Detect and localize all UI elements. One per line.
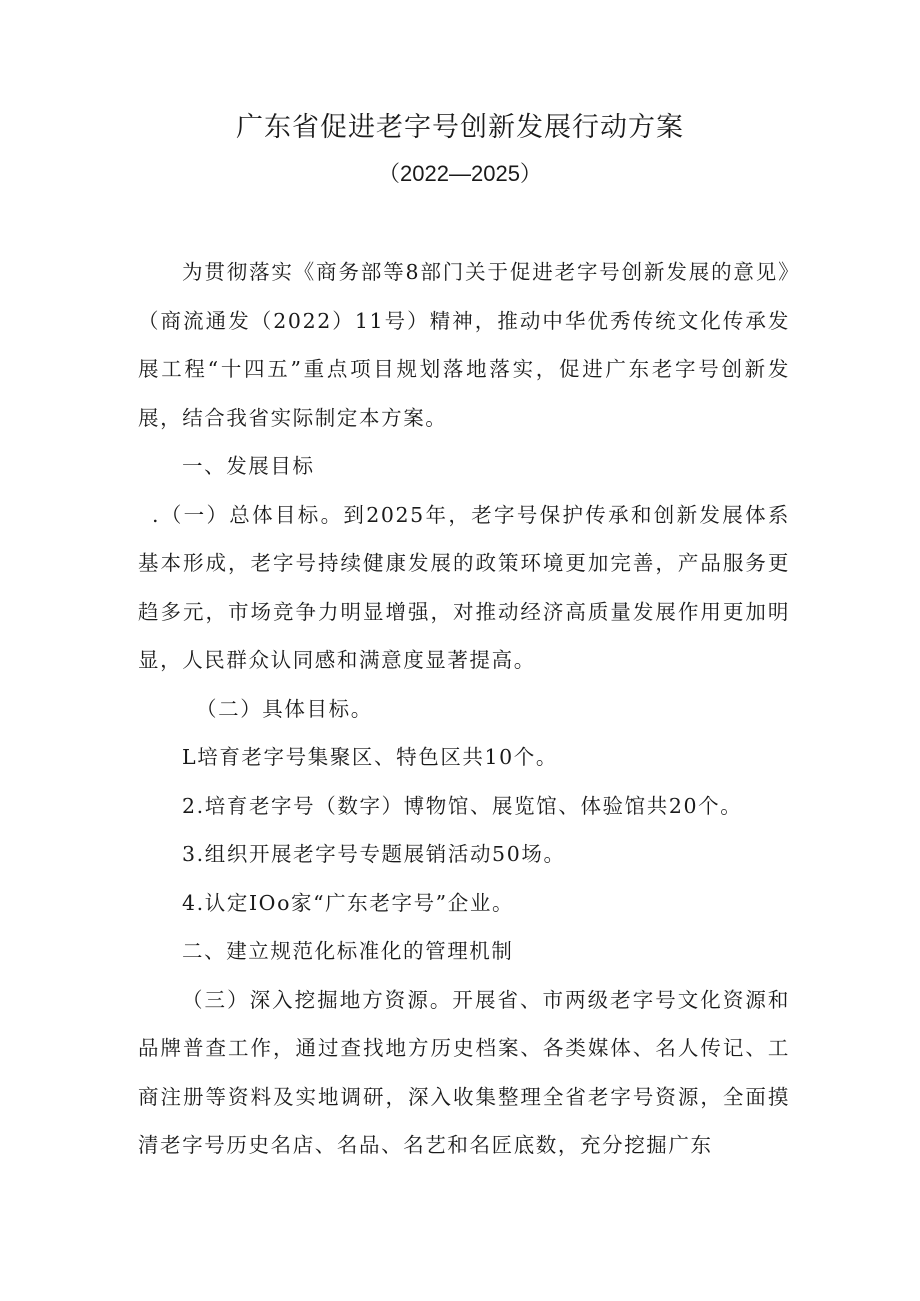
document-body (138, 248, 790, 1170)
goal-item-1: L培育老字号集聚区、特色区共10个。 (182, 745, 558, 769)
paragraph-intro: 为贯彻落实《商务部等8部门关于促进老字号创新发展的意见》（商流通发（2022）11号）精神，推动中华优秀传统文化传承发展工程“十四五”重点项目规划落地落实，促进广东老字号创新发展，结合我省实际制定本方案。 (138, 260, 790, 430)
goal-item-4: 4.认定IOo家“广东老字号”企业。 (182, 890, 515, 915)
heading-section-2: 二、建立规范化标准化的管理机制 (182, 939, 514, 963)
paragraph-overall-goal: .（一）总体目标。到2025年，老字号保护传承和创新发展体系基本形成，老字号持续健康发展的政策环境更加完善，产品服务更趋多元，市场竞争力明显增强，对推动经济高质量发展作用更加明显，人民群众认同感和满意度显著提高。 (138, 502, 790, 672)
document-title: 广东省促进老字号创新发展行动方案 (236, 112, 684, 143)
goal-item-2: 2.培育老字号（数字）博物馆、展览馆、体验馆共20个。 (182, 793, 743, 818)
document-subtitle: （2022—2025） (378, 161, 542, 186)
heading-specific-goals: （二）具体目标。 (196, 696, 373, 721)
paragraph-local-resources: （三）深入挖掘地方资源。开展省、市两级老字号文化资源和品牌普查工作，通过查找地方历史档案、各类媒体、名人传记、工商注册等资料及实地调研，深入收集整理全省老字号资源，全面摸清老字号历史名店、名品、名艺和名匠底数，充分挖掘广东 (138, 987, 790, 1157)
goal-item-3: 3.组织开展老字号专题展销活动50场。 (182, 842, 566, 866)
heading-section-1: 一、发展目标 (182, 454, 315, 478)
